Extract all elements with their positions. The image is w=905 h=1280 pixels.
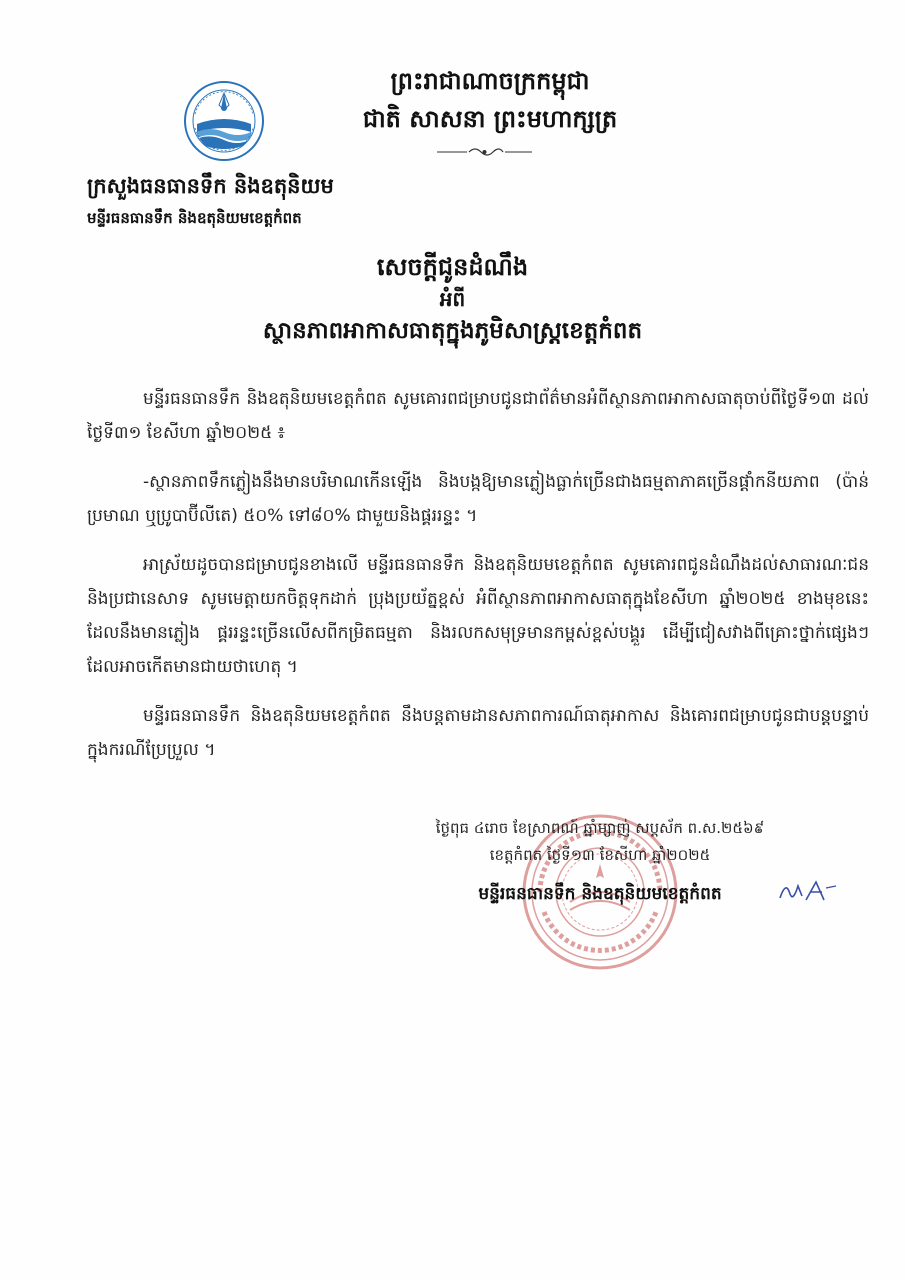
paragraph-intro: មន្ទីរធនធានទឹក និងឧតុនិយមខេត្តកំពត សូមគោរពជម្រាបជូនជាព័ត៌មានអំពីស្ថានភាពអាកាសធាតុចាប់ពីថ្ងៃទី១៣ ដល់ថ្ងៃទី៣១ ខែសីហា ឆ្នាំ២០២៥ ៖ <box>87 389 869 443</box>
solar-date: ខេត្តកំពត ថ្ងៃទី១៣ ខែសីហា ឆ្នាំ២០២៥ <box>489 846 711 864</box>
kingdom-name: ព្រះរាជាណាចក្រកម្ពុជា <box>390 67 590 95</box>
signing-office: មន្ទីរធនធានទឹក និងឧតុនិយមខេត្តកំពត <box>478 884 722 904</box>
title-line-2: អំពី <box>439 287 466 311</box>
paragraph-advisory: អាស្រ័យដូចបានជម្រាបជូនខាងលើ មន្ទីរធនធានទឹក និងឧតុនិយមខេត្តកំពត សូមគោរពជូនដំណឹងដល់សាធារណៈជន និងប្រជានេសាទ សូមមេត្តាយកចិត្តទុកដាក់ ប្រុងប្រយ័ត្នខ្ពស់ អំពីស្ថានភាពអាកាសធាតុក្នុងខែសីហា ឆ្នាំ២០២៥ ខាងមុខនេះ ដែលនឹងមានភ្លៀង ផ្គររន្ទះច្រើនលើសពីកម្រិតធម្មតា និងរលកសមុទ្រមានកម្ពស់ខ្ពស់បង្គួរ ដើម្បីជៀសវាងពីគ្រោះថ្នាក់ផ្សេងៗ ដែលអាចកើតមានជាយថាហេតុ ។ <box>87 555 869 677</box>
lunar-date: ថ្ងៃពុធ ៤រោច ខែស្រាពណ៍ ឆ្នាំម្សាញ់ សប្តស័ក ព.ស.២៥៦៩ <box>435 819 765 837</box>
ministry-logo-icon <box>183 80 265 162</box>
kingdom-heading <box>330 62 650 138</box>
notice-body <box>87 382 869 782</box>
handwritten-signature <box>776 876 840 906</box>
title-line-1: សេចក្ដីជូនដំណឹង <box>376 253 529 281</box>
paragraph-followup: មន្ទីរធនធានទឹក និងឧតុនិយមខេត្តកំពត នឹងបន្តតាមដានសភាពការណ៍ធាតុអាកាស និងគោរពជម្រាបជូនជាបន្តបន្ទាប់ ក្នុងករណីប្រែប្រួល ។ <box>87 706 869 760</box>
ornament-divider <box>437 146 532 158</box>
date-block <box>360 815 840 869</box>
ministry-name: ក្រសួងធនធានទឹក និងឧតុនិយម <box>87 174 334 198</box>
notice-title <box>150 250 755 348</box>
title-line-3: ស្ថានភាពអាកាសធាតុក្នុងភូមិសាស្ត្រខេត្តកំពត <box>262 318 643 344</box>
paragraph-forecast: -ស្ថានភាពទឹកភ្លៀងនឹងមានបរិមាណកើនឡើង និងបង្កឱ្យមានភ្លៀងធ្លាក់ច្រើនជាងធម្មតាភាគច្រើនផ្ដាំកនីយភាព (ប៉ាន់ប្រមាណ ឬប្រូបាប៊ីលីតេ) ៥០% ទៅ៨០% ជាមួយនិងផ្គររន្ទះ ។ <box>87 472 869 526</box>
department-name: មន្ទីរធនធានទឹក និងឧតុនិយមខេត្តកំពត <box>87 209 302 227</box>
national-motto: ជាតិ សាសនា ព្រះមហាក្សត្រ <box>362 105 618 133</box>
